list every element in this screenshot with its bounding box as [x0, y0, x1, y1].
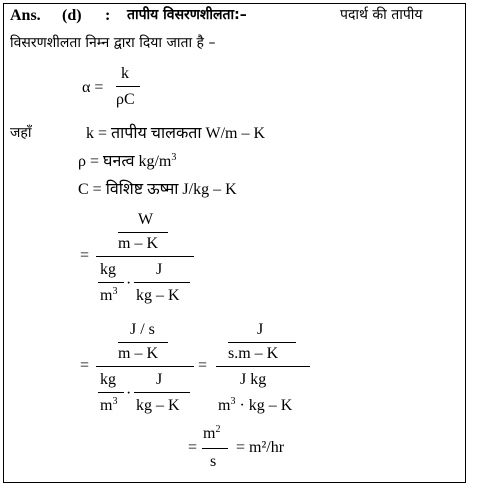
- step2-right-den-bottom: $m^3$ · kg – K: [218, 396, 293, 414]
- step2-b1-denominator: $m^3$: [100, 396, 118, 414]
- step1-b2-bar: [134, 282, 190, 283]
- step1-b1-denominator: $m^3$: [100, 286, 118, 304]
- ans-label: Ans.: [10, 7, 41, 24]
- step1-b2-numerator: J: [156, 261, 163, 278]
- result-bar: [202, 448, 228, 449]
- step2-b2-denominator: kg – K: [136, 397, 180, 414]
- result-numerator: $m^2$: [203, 424, 221, 442]
- step1-top-bar: [118, 232, 168, 233]
- intro-text-second: विसरणशीलता निम्न द्वारा दिया जाता है –: [10, 35, 216, 51]
- step2-top-numerator: J / s: [130, 321, 155, 338]
- result-rhs: = m²/hr: [236, 439, 285, 456]
- step2-b1-numerator: kg: [100, 371, 116, 388]
- result-denominator: s: [210, 453, 217, 470]
- step2-right-mid: s.m – K: [228, 345, 279, 362]
- step2-dot: ·: [126, 385, 132, 402]
- step1-main-bar: [96, 256, 194, 257]
- step2-top-bar: [118, 342, 168, 343]
- step1-top-denominator: m – K: [118, 235, 158, 252]
- alpha-lhs: α =: [82, 79, 104, 96]
- alpha-numerator: k: [121, 65, 129, 82]
- step2-b1-bar: [98, 392, 124, 393]
- step2-right-numerator: J: [257, 321, 264, 338]
- step1-b1-bar: [98, 282, 124, 283]
- step1-equals: =: [80, 247, 90, 264]
- fraction-bar: [116, 86, 140, 87]
- result-equals: =: [188, 439, 198, 456]
- step2-right-top-bar: [228, 342, 296, 343]
- k-definition: k = तापीय चालकता W/m – K: [86, 125, 266, 142]
- step1-b1-numerator: kg: [100, 261, 116, 278]
- rho-definition: ρ = घनत्व $kg/m^3$: [78, 152, 177, 170]
- step1-b2-denominator: kg – K: [136, 287, 180, 304]
- step2-right-main-bar: [216, 366, 310, 367]
- step1-dot: ·: [126, 275, 132, 292]
- topic-title: तापीय विसरणशीलता:–: [127, 7, 247, 23]
- option-label: (d): [62, 7, 82, 24]
- c-definition: C = विशिष्ट ऊष्मा J/kg – K: [78, 181, 237, 198]
- alpha-denominator: ρC: [116, 91, 135, 108]
- step2-right-den-top: J kg: [240, 371, 267, 388]
- step2-b2-bar: [134, 392, 190, 393]
- step2-equals: =: [80, 357, 90, 374]
- step1-top-numerator: W: [138, 211, 154, 228]
- where-label: जहाँ: [10, 125, 32, 141]
- step2-top-denominator: m – K: [118, 345, 158, 362]
- intro-text-first: पदार्थ की तापीय: [340, 7, 423, 23]
- step2-main-bar: [96, 366, 194, 367]
- step2-b2-numerator: J: [156, 371, 163, 388]
- colon: :: [105, 7, 111, 24]
- step2-equals-second: =: [198, 357, 208, 374]
